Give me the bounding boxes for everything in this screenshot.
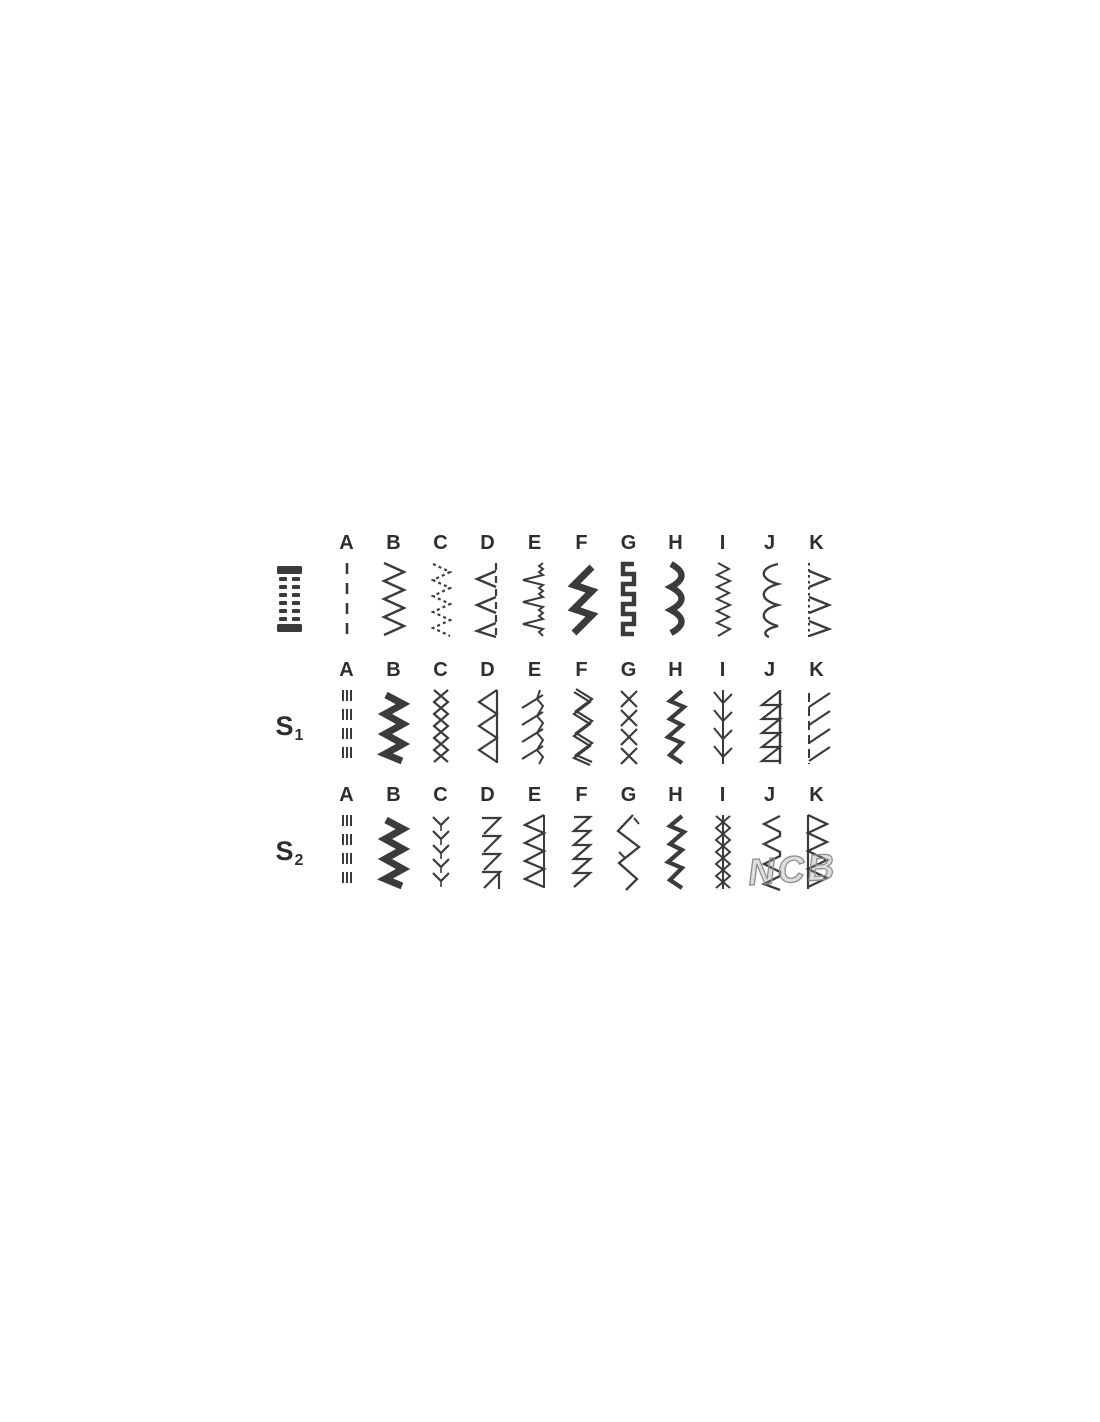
row-label-s1: S1 xyxy=(275,710,304,744)
column-letter-D: D xyxy=(480,784,495,806)
satin-zigzag-stitch-icon xyxy=(376,686,412,766)
stitch-cell-buttonhole-A xyxy=(323,533,370,639)
chevron-chain-stitch-icon xyxy=(752,811,788,891)
row-label-cell-s2 xyxy=(255,785,323,891)
stitch-cell-buttonhole-D xyxy=(464,533,511,639)
three-step-zigzag-stitch-icon xyxy=(423,559,459,639)
column-letter-K: K xyxy=(809,659,824,681)
stitch-cell-s2-D xyxy=(464,785,511,891)
stitch-cell-buttonhole-J xyxy=(746,533,793,639)
column-letter-G: G xyxy=(620,659,637,681)
stitch-cell-s1-E xyxy=(511,660,558,766)
column-letter-A: A xyxy=(339,659,354,681)
smocking-stitch-icon xyxy=(423,686,459,766)
column-letter-E: E xyxy=(527,659,542,681)
stitch-row-s2 xyxy=(255,785,840,891)
bold-zigzag-stitch-icon xyxy=(658,811,694,891)
row-label-s2: S2 xyxy=(275,835,304,869)
column-letter-J: J xyxy=(763,659,776,681)
column-letter-B: B xyxy=(386,784,401,806)
row-label-cell-buttonhole xyxy=(255,533,323,639)
triple-straight-stitch-icon xyxy=(329,686,365,766)
stitch-cell-s1-G xyxy=(605,660,652,766)
stitch-cell-s2-K xyxy=(793,785,840,891)
stitch-cell-s2-J xyxy=(746,785,793,891)
slant-overedge-stitch-icon xyxy=(799,686,835,766)
column-letter-C: C xyxy=(433,784,448,806)
step-stitch-icon xyxy=(611,559,647,639)
stitch-cell-s1-J xyxy=(746,660,793,766)
column-letter-J: J xyxy=(763,532,776,554)
column-letter-A: A xyxy=(339,532,354,554)
satin-zigzag-stitch-icon xyxy=(376,811,412,891)
column-letter-D: D xyxy=(480,659,495,681)
stitch-cell-s1-B xyxy=(370,660,417,766)
stitch-cell-s2-H xyxy=(652,785,699,891)
triangle-edge-stitch-icon xyxy=(799,811,835,891)
column-letter-C: C xyxy=(433,532,448,554)
column-letter-C: C xyxy=(433,659,448,681)
stitch-cell-s1-I xyxy=(699,660,746,766)
stitch-cell-s1-C xyxy=(417,660,464,766)
stitch-cell-buttonhole-I xyxy=(699,533,746,639)
column-letter-G: G xyxy=(620,532,637,554)
blind-hem-stitch-icon xyxy=(470,559,506,639)
stitch-cell-s2-I xyxy=(699,785,746,891)
row-label-cell-s1 xyxy=(255,660,323,766)
satin-stitch-icon xyxy=(564,559,600,639)
diamond-overlay-stitch-icon xyxy=(705,811,741,891)
stitch-cell-s2-A xyxy=(323,785,370,891)
column-letter-J: J xyxy=(763,784,776,806)
feather-stitch-icon xyxy=(705,686,741,766)
stitch-cell-buttonhole-K xyxy=(793,533,840,639)
overlock-stitch-icon xyxy=(752,686,788,766)
zigzag-stitch-icon xyxy=(376,559,412,639)
herringbone-stitch-icon xyxy=(423,811,459,891)
column-letter-H: H xyxy=(668,659,683,681)
column-letter-I: I xyxy=(719,532,726,554)
stitch-row-buttonhole xyxy=(255,533,840,639)
column-letter-K: K xyxy=(809,784,824,806)
stitch-cell-s1-K xyxy=(793,660,840,766)
blanket-stitch-icon xyxy=(470,811,506,891)
watermark: NCB xyxy=(746,845,839,894)
stitch-cell-buttonhole-C xyxy=(417,533,464,639)
stitch-cell-buttonhole-F xyxy=(558,533,605,639)
bold-zigzag-stitch-icon xyxy=(658,686,694,766)
column-letter-B: B xyxy=(386,659,401,681)
column-letter-K: K xyxy=(809,532,824,554)
stitch-cell-s2-G xyxy=(605,785,652,891)
column-letter-F: F xyxy=(575,659,588,681)
stitch-cell-s2-B xyxy=(370,785,417,891)
stitch-cell-s2-C xyxy=(417,785,464,891)
stitch-cell-s1-A xyxy=(323,660,370,766)
column-letter-E: E xyxy=(527,532,542,554)
stretch-blind-hem-stitch-icon xyxy=(517,559,553,639)
stitch-cell-s2-E xyxy=(511,785,558,891)
picot-stitch-icon xyxy=(799,559,835,639)
column-letter-I: I xyxy=(719,659,726,681)
stitch-cell-s1-H xyxy=(652,660,699,766)
notched-zigzag-stitch-icon xyxy=(611,811,647,891)
stitch-cell-s1-F xyxy=(558,660,605,766)
column-letter-F: F xyxy=(575,532,588,554)
column-letter-H: H xyxy=(668,532,683,554)
overcast-stitch-icon xyxy=(470,686,506,766)
column-letter-F: F xyxy=(575,784,588,806)
column-letter-H: H xyxy=(668,784,683,806)
straight-stitch-icon xyxy=(329,559,365,639)
buttonhole-icon xyxy=(276,566,303,632)
slant-pin-stitch-icon xyxy=(517,686,553,766)
column-letter-D: D xyxy=(480,532,495,554)
stitch-cell-buttonhole-B xyxy=(370,533,417,639)
serpentine-stitch-icon xyxy=(752,559,788,639)
double-zigzag-stitch-icon xyxy=(564,686,600,766)
stitch-cell-buttonhole-E xyxy=(511,533,558,639)
cross-stitch-icon xyxy=(611,686,647,766)
column-letter-E: E xyxy=(527,784,542,806)
column-letter-G: G xyxy=(620,784,637,806)
stitch-cell-buttonhole-H xyxy=(652,533,699,639)
triple-straight-stitch-icon xyxy=(329,811,365,891)
stitch-cell-buttonhole-G xyxy=(605,533,652,639)
column-letter-B: B xyxy=(386,532,401,554)
scallop-stitch-icon xyxy=(658,559,694,639)
stitch-row-s1 xyxy=(255,660,840,766)
column-letter-A: A xyxy=(339,784,354,806)
elastic-stitch-icon xyxy=(705,559,741,639)
stitch-cell-s1-D xyxy=(464,660,511,766)
lightning-stitch-icon xyxy=(564,811,600,891)
stitch-cell-s2-F xyxy=(558,785,605,891)
column-letter-I: I xyxy=(719,784,726,806)
shell-tuck-stitch-icon xyxy=(517,811,553,891)
